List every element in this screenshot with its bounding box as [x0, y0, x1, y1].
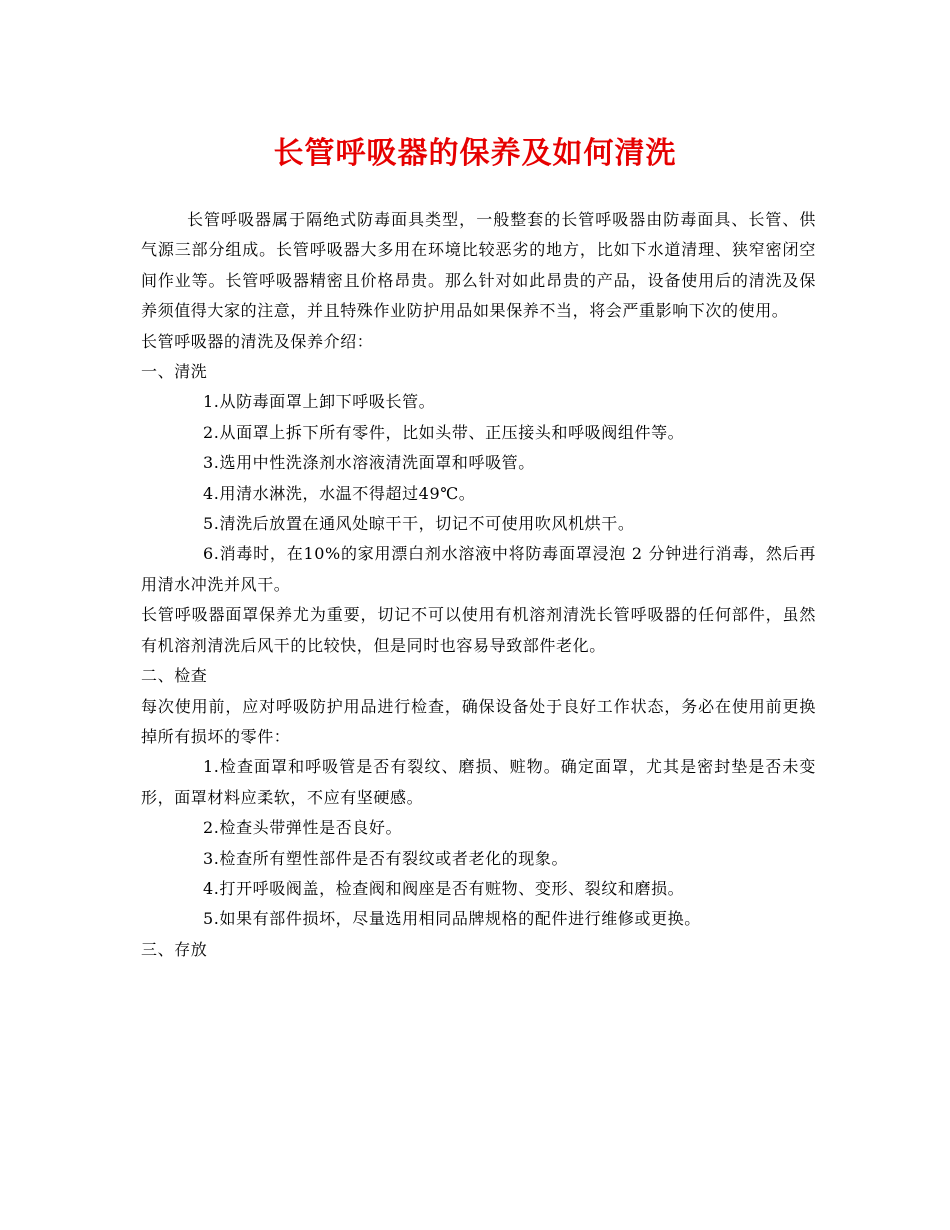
- intro-paragraph: 长管呼吸器属于隔绝式防毒面具类型，一般整套的长管呼吸器由防毒面具、长管、供气源三部分组成。长管呼吸器大多用在环境比较恶劣的地方，比如下水道清理、狭窄密闭空间作业等。长管呼吸器精密且价格昂贵。那么针对如此昂贵的产品，设备使用后的清洗及保养须值得大家的注意，并且特殊作业防护用品如果保养不当，将会严重影响下次的使用。: [141, 210, 816, 321]
- cleaning-note: 长管呼吸器面罩保养尤为重要，切记不可以使用有机溶剂清洗长管呼吸器的任何部件，虽然有机溶剂清洗后风干的比较快，但是同时也容易导致部件老化。: [141, 605, 816, 655]
- subtitle-line: 长管呼吸器的清洗及保养介绍：: [141, 331, 374, 351]
- inspection-step-4: 4.打开呼吸阀盖，检查阀和阀座是否有赃物、变形、裂纹和磨损。: [203, 878, 685, 898]
- inspection-step-1: 1.检查面罩和呼吸管是否有裂纹、磨损、赃物。确定面罩，尤其是密封垫是否未变形，面罩材料应柔软，不应有坚硬感。: [141, 757, 816, 807]
- document-body: [141, 205, 816, 965]
- cleaning-step-5: 5.清洗后放置在通风处晾干干，切记不可使用吹风机烘干。: [203, 514, 635, 534]
- section-heading-storage: 三、存放: [141, 939, 208, 959]
- cleaning-step-6: 6.消毒时，在10%的家用漂白剂水溶液中将防毒面罩浸泡 2 分钟进行消毒，然后再用清水冲洗并风干。: [141, 544, 816, 594]
- inspection-step-5: 5.如果有部件损坏，尽量选用相同品牌规格的配件进行维修或更换。: [203, 909, 701, 929]
- section-heading-inspection: 二、检查: [141, 666, 208, 686]
- document-title: 长管呼吸器的保养及如何清洗: [273, 136, 677, 171]
- section-heading-cleaning: 一、清洗: [141, 362, 208, 382]
- cleaning-step-2: 2.从面罩上拆下所有零件，比如头带、正压接头和呼吸阀组件等。: [203, 422, 685, 442]
- inspection-step-2: 2.检查头带弹性是否良好。: [203, 818, 403, 838]
- inspection-intro: 每次使用前，应对呼吸防护用品进行检查，确保设备处于良好工作状态，务必在使用前更换掉所有损坏的零件：: [141, 696, 816, 746]
- cleaning-step-3: 3.选用中性洗涤剂水溶液清洗面罩和呼吸管。: [203, 453, 535, 473]
- cleaning-step-1: 1.从防毒面罩上卸下呼吸长管。: [203, 392, 436, 412]
- cleaning-step-4: 4.用清水淋洗，水温不得超过49℃。: [203, 483, 476, 503]
- inspection-step-3: 3.检查所有塑性部件是否有裂纹或者老化的现象。: [203, 848, 569, 868]
